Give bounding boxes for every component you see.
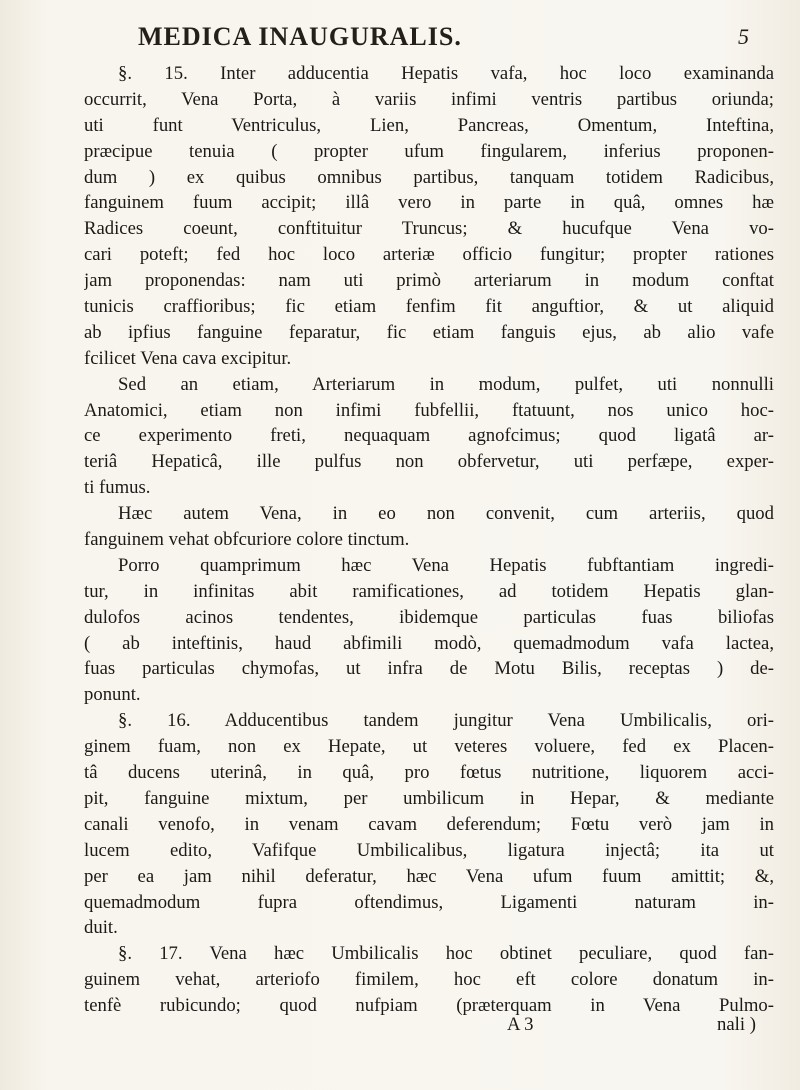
body-text	[84, 61, 774, 1019]
text-line: fcilicet Vena cava excipitur.	[84, 347, 292, 369]
text-line: ce experimento freti, nequaquam agnofcimus; quod ligatâ ar-	[84, 425, 774, 447]
signature-mark: A 3	[507, 1014, 534, 1035]
text-line: tunicis craffioribus; fic etiam fenfim fit anguftior, & ut aliquid	[84, 296, 774, 318]
text-line: §. 16. Adducentibus tandem jungitur Vena Umbilicalis, ori-	[118, 710, 774, 732]
text-line: uti funt Ventriculus, Lien, Pancreas, Omentum, Inteftina,	[84, 114, 774, 136]
text-line: tur, in infinitas abit ramificationes, ad totidem Hepatis glan-	[84, 580, 774, 602]
page-header	[0, 22, 800, 56]
text-line: dum ) ex quibus omnibus partibus, tanquam totidem Radicibus,	[84, 166, 774, 188]
text-line: Anatomici, etiam non infimi fubfellii, ftatuunt, nos unico hoc-	[84, 399, 774, 421]
text-line: pit, fanguine mixtum, per umbilicum in Hepar, & mediante	[84, 787, 774, 809]
page-number: 5	[738, 24, 749, 49]
text-line: quemadmodum fupra oftendimus, Ligamenti naturam in-	[84, 891, 774, 913]
text-line: ponunt.	[84, 684, 141, 706]
text-line: tâ ducens uterinâ, in quâ, pro fœtus nutritione, liquorem acci-	[84, 762, 774, 784]
page-footer	[0, 1014, 800, 1040]
text-line: §. 15. Inter adducentia Hepatis vafa, hoc loco examinanda	[118, 63, 774, 84]
text-line: per ea jam nihil deferatur, hæc Vena ufum fuum amittit; &,	[84, 865, 774, 887]
text-line: canali venofo, in venam cavam deferendum; Fœtu verò jam in	[84, 813, 774, 835]
text-line: dulofos acinos tendentes, ibidemque particulas fuas biliofas	[84, 606, 774, 628]
text-line: fuas particulas chymofas, ut infra de Motu Bilis, receptas ) de-	[84, 658, 774, 680]
text-line: occurrit, Vena Porta, à variis infimi ventris partibus oriunda;	[84, 88, 774, 110]
text-line: Hæc autem Vena, in eo non convenit, cum arteriis, quod	[118, 503, 774, 525]
text-line: cari poteft; fed hoc loco arteriæ officio fungitur; propter rationes	[84, 244, 774, 266]
text-line: Porro quamprimum hæc Vena Hepatis fubftantiam ingredi-	[118, 554, 774, 576]
text-line: ginem fuam, non ex Hepate, ut veteres voluere, fed ex Placen-	[84, 736, 774, 758]
text-line: tenfè rubicundo; quod nufpiam (præterquam in Vena Pulmo-	[84, 995, 774, 1017]
running-head: MEDICA INAUGURALIS.	[138, 22, 462, 51]
text-line: Sed an etiam, Arteriarum in modum, pulfet, uti nonnulli	[118, 373, 774, 395]
text-line: teriâ Hepaticâ, ille pulfus non obfervetur, uti perfæpe, exper-	[84, 451, 774, 473]
text-line: duit.	[84, 917, 118, 939]
text-line: Radices coeunt, conftituitur Truncus; & hucufque Vena vo-	[84, 218, 774, 240]
text-line: fanguinem vehat obfcuriore colore tinctum.	[84, 529, 410, 551]
text-line: ti fumus.	[84, 477, 151, 499]
catchword: nali )	[717, 1014, 756, 1035]
text-line: fanguinem fuum accipit; illâ vero in parte in quâ, omnes hæ	[84, 192, 774, 214]
text-line: præcipue tenuia ( propter ufum fingularem, inferius proponen-	[84, 140, 774, 162]
text-line: lucem edito, Vafifque Umbilicalibus, ligatura injectâ; ita ut	[84, 839, 774, 861]
text-line: jam proponendas: nam uti primò arteriarum in modum conftat	[84, 270, 774, 292]
text-line: guinem vehat, arteriofo fimilem, hoc eft colore donatum in-	[84, 969, 774, 991]
text-line: ( ab inteftinis, haud abfimili modò, quemadmodum vafa lactea,	[84, 632, 774, 654]
text-line: ab ipfius fanguine feparatur, fic etiam fanguis ejus, ab alio vafe	[84, 321, 774, 343]
text-line: §. 17. Vena hæc Umbilicalis hoc obtinet peculiare, quod fan-	[118, 943, 774, 965]
